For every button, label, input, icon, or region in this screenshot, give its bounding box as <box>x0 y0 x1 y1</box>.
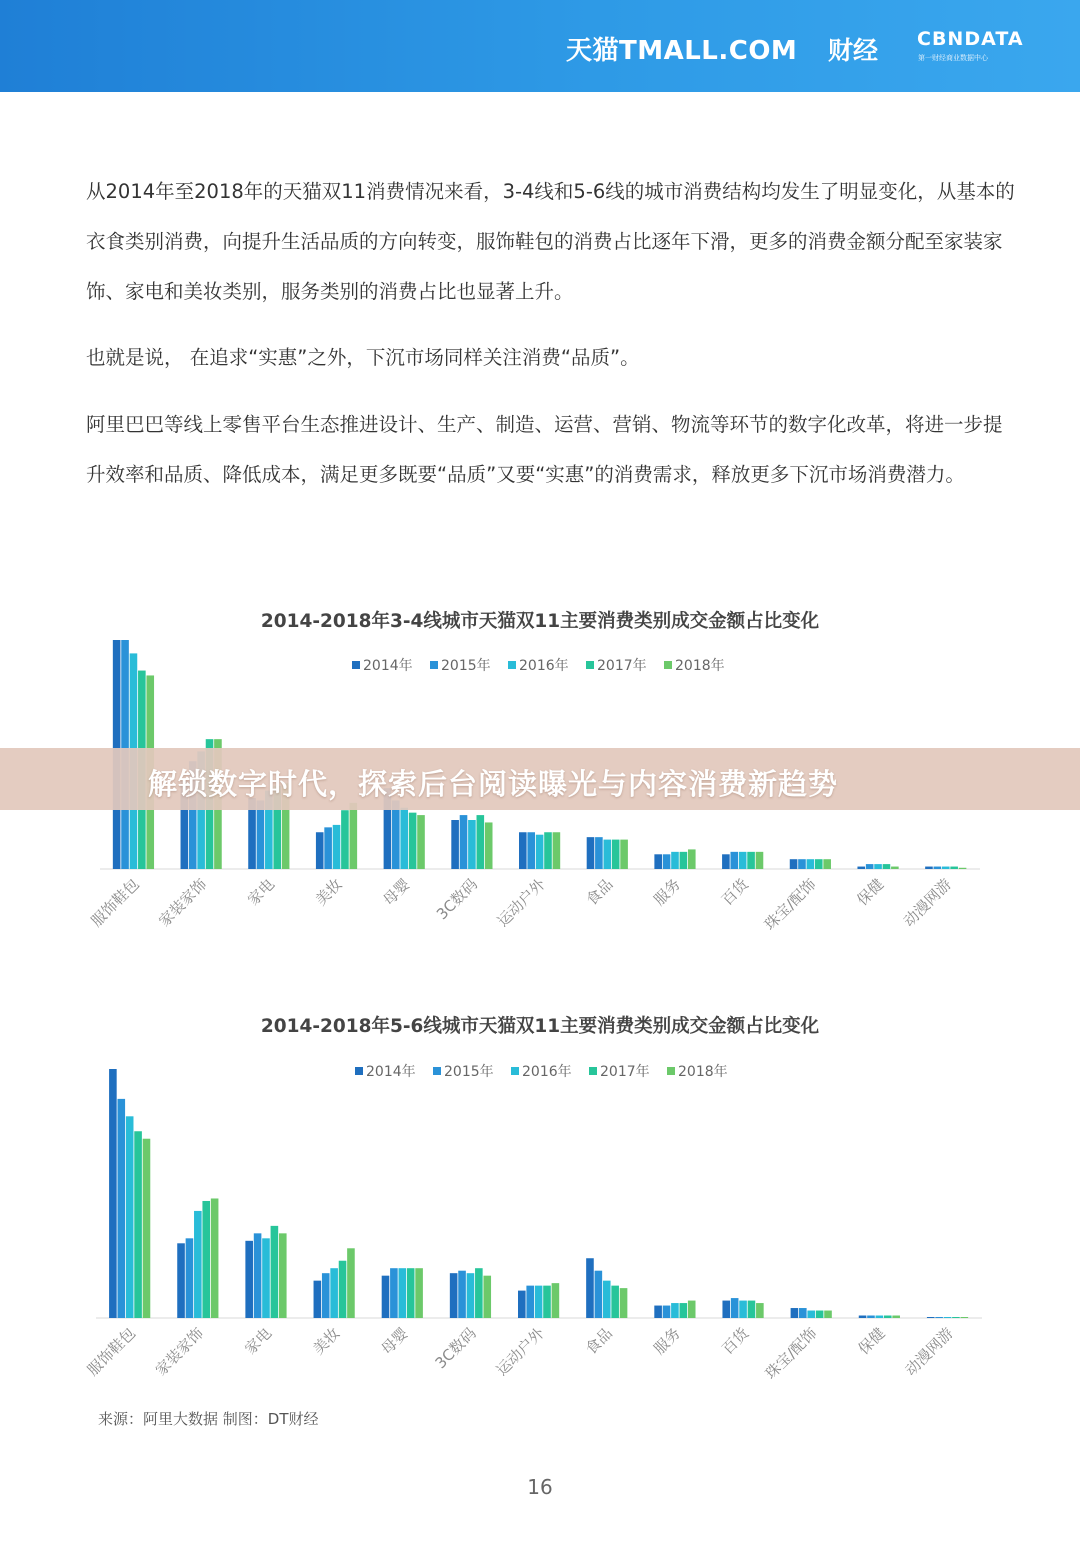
bar-4-2 <box>398 1268 406 1318</box>
bar-8-2 <box>671 1303 679 1318</box>
category-label-5: 3C数码 <box>431 1324 480 1373</box>
legend-swatch-2 <box>508 661 516 669</box>
legend-label-1: 2015年 <box>444 1064 494 1080</box>
legend-label-2: 2016年 <box>519 658 569 674</box>
bar-12-3 <box>952 1317 960 1318</box>
bar-11-0 <box>859 1316 867 1318</box>
bar-6-4 <box>552 1283 560 1318</box>
bar-5-0 <box>450 1273 458 1318</box>
category-label-3: 美妆 <box>311 875 346 910</box>
legend-swatch-4 <box>664 661 672 669</box>
bar-6-2 <box>536 835 544 869</box>
bar-4-2 <box>400 808 408 869</box>
bar-3-1 <box>324 827 332 869</box>
bar-4-4 <box>417 815 425 869</box>
bar-1-3 <box>202 1201 210 1318</box>
bar-2-2 <box>262 1238 270 1318</box>
category-label-2: 家电 <box>244 875 279 910</box>
category-label-0: 服饰鞋包 <box>87 875 143 931</box>
bar-6-1 <box>527 832 535 869</box>
bar-12-2 <box>944 1317 952 1318</box>
bar-6-3 <box>544 832 552 869</box>
bar-11-1 <box>867 1316 875 1318</box>
caijing-logo: 财经 <box>828 36 879 65</box>
category-label-0: 服饰鞋包 <box>83 1324 139 1380</box>
bar-7-3 <box>612 840 620 869</box>
bar-8-2 <box>671 852 679 869</box>
category-label-8: 服务 <box>650 875 685 910</box>
bar-8-3 <box>680 1303 688 1318</box>
bar-6-4 <box>553 832 561 869</box>
bar-11-3 <box>884 1316 892 1318</box>
legend-swatch-0 <box>352 661 360 669</box>
category-label-9: 百货 <box>717 875 752 910</box>
page-number: 16 <box>527 1475 553 1499</box>
bar-7-0 <box>586 1258 594 1318</box>
bar-4-3 <box>407 1268 415 1318</box>
bar-3-2 <box>333 825 341 869</box>
overlay-banner-text: 解锁数字时代，探索后台阅读曝光与内容消费新趋势 <box>148 767 839 801</box>
category-label-10: 珠宝/配饰 <box>760 875 820 934</box>
category-label-12: 动漫网游 <box>901 1324 957 1380</box>
bar-0-4 <box>143 1139 151 1318</box>
bar-4-1 <box>390 1268 398 1318</box>
bar-8-1 <box>663 854 671 869</box>
bar-12-3 <box>950 867 958 869</box>
category-label-3: 美妆 <box>309 1324 344 1359</box>
legend-label-3: 2017年 <box>600 1064 650 1080</box>
bar-11-4 <box>892 1316 900 1318</box>
paragraph-2: 也就是说， 在追求“实惠”之外，下沉市场同样关注消费“品质”。 <box>86 346 640 369</box>
category-label-6: 运动户外 <box>493 875 549 931</box>
category-label-12: 动漫网游 <box>899 875 955 931</box>
bar-8-4 <box>688 849 696 869</box>
bar-11-0 <box>857 867 865 869</box>
bar-0-0 <box>109 1069 117 1318</box>
cbndata-logo: CBNDATA <box>917 28 1024 50</box>
legend-label-0: 2014年 <box>366 1064 416 1080</box>
bar-12-1 <box>934 867 942 869</box>
bar-3-4 <box>347 1248 355 1318</box>
bar-9-3 <box>747 852 755 869</box>
legend-swatch-3 <box>589 1067 597 1075</box>
bar-3-2 <box>330 1268 338 1318</box>
bar-12-0 <box>927 1317 935 1318</box>
bar-9-2 <box>739 852 747 869</box>
bar-12-1 <box>935 1317 943 1318</box>
bar-4-4 <box>415 1268 423 1318</box>
category-label-7: 食品 <box>582 875 617 910</box>
bar-5-4 <box>483 1276 491 1318</box>
bar-7-4 <box>620 840 628 869</box>
bar-6-2 <box>535 1286 543 1318</box>
bar-12-0 <box>925 867 933 869</box>
chart-2-title: 2014-2018年5-6线城市天猫双11主要消费类别成交金额占比变化 <box>260 1016 820 1037</box>
bar-6-0 <box>518 1291 526 1318</box>
category-label-8: 服务 <box>650 1324 685 1359</box>
legend-label-4: 2018年 <box>675 658 725 674</box>
bar-1-0 <box>177 1243 185 1318</box>
legend-label-4: 2018年 <box>678 1064 728 1080</box>
bar-7-4 <box>620 1288 628 1318</box>
bar-0-1 <box>117 1099 125 1318</box>
bar-6-3 <box>543 1286 551 1318</box>
bar-5-3 <box>477 815 485 869</box>
bar-8-0 <box>654 854 662 869</box>
category-label-2: 家电 <box>241 1324 276 1359</box>
category-label-7: 食品 <box>582 1324 616 1359</box>
bar-6-0 <box>519 832 527 869</box>
legend-label-3: 2017年 <box>597 658 647 674</box>
bar-2-1 <box>254 1233 262 1318</box>
bar-0-3 <box>134 1131 142 1318</box>
bar-7-3 <box>611 1286 619 1318</box>
bar-11-2 <box>874 864 882 869</box>
bar-4-1 <box>392 800 400 869</box>
legend-swatch-2 <box>511 1067 519 1075</box>
bar-9-0 <box>722 854 730 869</box>
legend-swatch-1 <box>433 1067 441 1075</box>
bar-10-1 <box>798 859 806 869</box>
bar-11-3 <box>883 864 891 869</box>
bar-7-2 <box>603 1281 611 1318</box>
legend-swatch-3 <box>586 661 594 669</box>
bar-2-1 <box>257 800 265 869</box>
category-label-10: 珠宝/配饰 <box>761 1324 821 1383</box>
legend-swatch-0 <box>355 1067 363 1075</box>
bar-1-4 <box>211 1198 219 1318</box>
bar-1-1 <box>186 1238 194 1318</box>
bar-3-0 <box>314 1281 322 1318</box>
bar-10-2 <box>807 1311 815 1318</box>
bar-3-1 <box>322 1273 330 1318</box>
bar-7-0 <box>587 837 595 869</box>
cbndata-logo-subtitle: 第一财经商业数据中心 <box>918 54 988 62</box>
tmall-logo: 天猫TMALL.COM <box>566 36 798 66</box>
bar-0-2 <box>126 1116 134 1318</box>
bar-10-4 <box>824 1311 832 1318</box>
bar-5-0 <box>451 820 459 869</box>
bar-8-4 <box>688 1301 696 1318</box>
bar-9-3 <box>748 1301 756 1318</box>
bar-12-4 <box>961 1317 969 1318</box>
bar-2-0 <box>245 1241 253 1318</box>
bar-5-2 <box>468 820 476 869</box>
bar-9-2 <box>739 1301 747 1318</box>
bar-5-3 <box>475 1268 483 1318</box>
bar-2-3 <box>271 1226 279 1318</box>
bar-9-1 <box>731 1298 739 1318</box>
category-label-4: 母婴 <box>379 875 414 910</box>
bar-7-1 <box>595 1271 603 1318</box>
category-label-9: 百货 <box>718 1324 753 1359</box>
category-label-11: 保健 <box>853 875 888 910</box>
bar-11-1 <box>866 864 874 869</box>
chart-legend <box>355 1063 728 1080</box>
category-label-11: 保健 <box>854 1324 889 1359</box>
bar-10-2 <box>807 859 815 869</box>
bar-11-4 <box>891 867 899 869</box>
bar-3-4 <box>350 803 358 869</box>
bar-3-3 <box>339 1261 347 1318</box>
legend-label-1: 2015年 <box>441 658 491 674</box>
legend-swatch-1 <box>430 661 438 669</box>
bar-12-2 <box>942 867 950 869</box>
bar-2-4 <box>279 1233 287 1318</box>
bar-3-3 <box>341 810 349 869</box>
bar-10-3 <box>816 1311 824 1318</box>
bar-8-0 <box>654 1306 662 1318</box>
category-label-1: 家装家饰 <box>151 1324 208 1380</box>
header-bar <box>0 0 1080 92</box>
source-note: 来源：阿里大数据 制图：DT财经 <box>98 1410 319 1428</box>
chart-legend <box>352 657 725 674</box>
legend-swatch-4 <box>667 1067 675 1075</box>
bar-12-4 <box>959 868 967 869</box>
bar-11-2 <box>876 1316 884 1318</box>
paragraph-3: 阿里巴巴等线上零售平台生态推进设计、生产、制造、运营、营销、物流等环节的数字化改革，将进一步提升效率和品质、降低成本，满足更多既要“品质”又要“实惠”的消费需求，释放更多下沉市场消费潜力。 <box>86 413 1003 486</box>
bar-4-3 <box>409 813 417 869</box>
bar-5-4 <box>485 822 493 869</box>
paragraph-1: 从2014年至2018年的天猫双11消费情况来看，3-4线和5-6线的城市消费结构均发生了明显变化，从基本的衣食类别消费，向提升生活品质的方向转变，服饰鞋包的消费占比逐年下滑，更多的消费金额分配至家装家饰、家电和美妆类别，服务类别的消费占比也显著上升。 <box>86 180 1015 303</box>
bar-8-1 <box>663 1306 671 1318</box>
chart-2 <box>0 1045 1080 1405</box>
bar-10-4 <box>823 859 831 869</box>
bar-9-4 <box>756 852 764 869</box>
bar-6-1 <box>526 1286 534 1318</box>
chart-1 <box>0 640 1080 985</box>
bar-10-3 <box>815 859 823 869</box>
bar-5-2 <box>467 1273 475 1318</box>
bar-1-2 <box>194 1211 202 1318</box>
bar-3-0 <box>316 832 324 869</box>
category-label-1: 家装家饰 <box>155 875 211 931</box>
bar-8-3 <box>680 852 688 869</box>
bar-9-4 <box>756 1303 764 1318</box>
legend-label-0: 2014年 <box>363 658 413 674</box>
bar-4-0 <box>382 1276 390 1318</box>
category-label-5: 3C数码 <box>433 875 482 924</box>
bar-9-1 <box>730 852 738 869</box>
bar-5-1 <box>460 815 468 869</box>
bar-7-2 <box>603 840 611 869</box>
category-label-6: 运动户外 <box>492 1324 548 1380</box>
bar-10-0 <box>791 1308 799 1318</box>
bar-7-1 <box>595 837 603 869</box>
category-label-4: 母婴 <box>377 1324 412 1359</box>
bar-10-1 <box>799 1308 807 1318</box>
bar-10-0 <box>790 859 798 869</box>
bar-5-1 <box>458 1271 466 1318</box>
bar-9-0 <box>722 1301 730 1318</box>
chart-1-title: 2014-2018年3-4线城市天猫双11主要消费类别成交金额占比变化 <box>260 611 820 632</box>
legend-label-2: 2016年 <box>522 1064 572 1080</box>
